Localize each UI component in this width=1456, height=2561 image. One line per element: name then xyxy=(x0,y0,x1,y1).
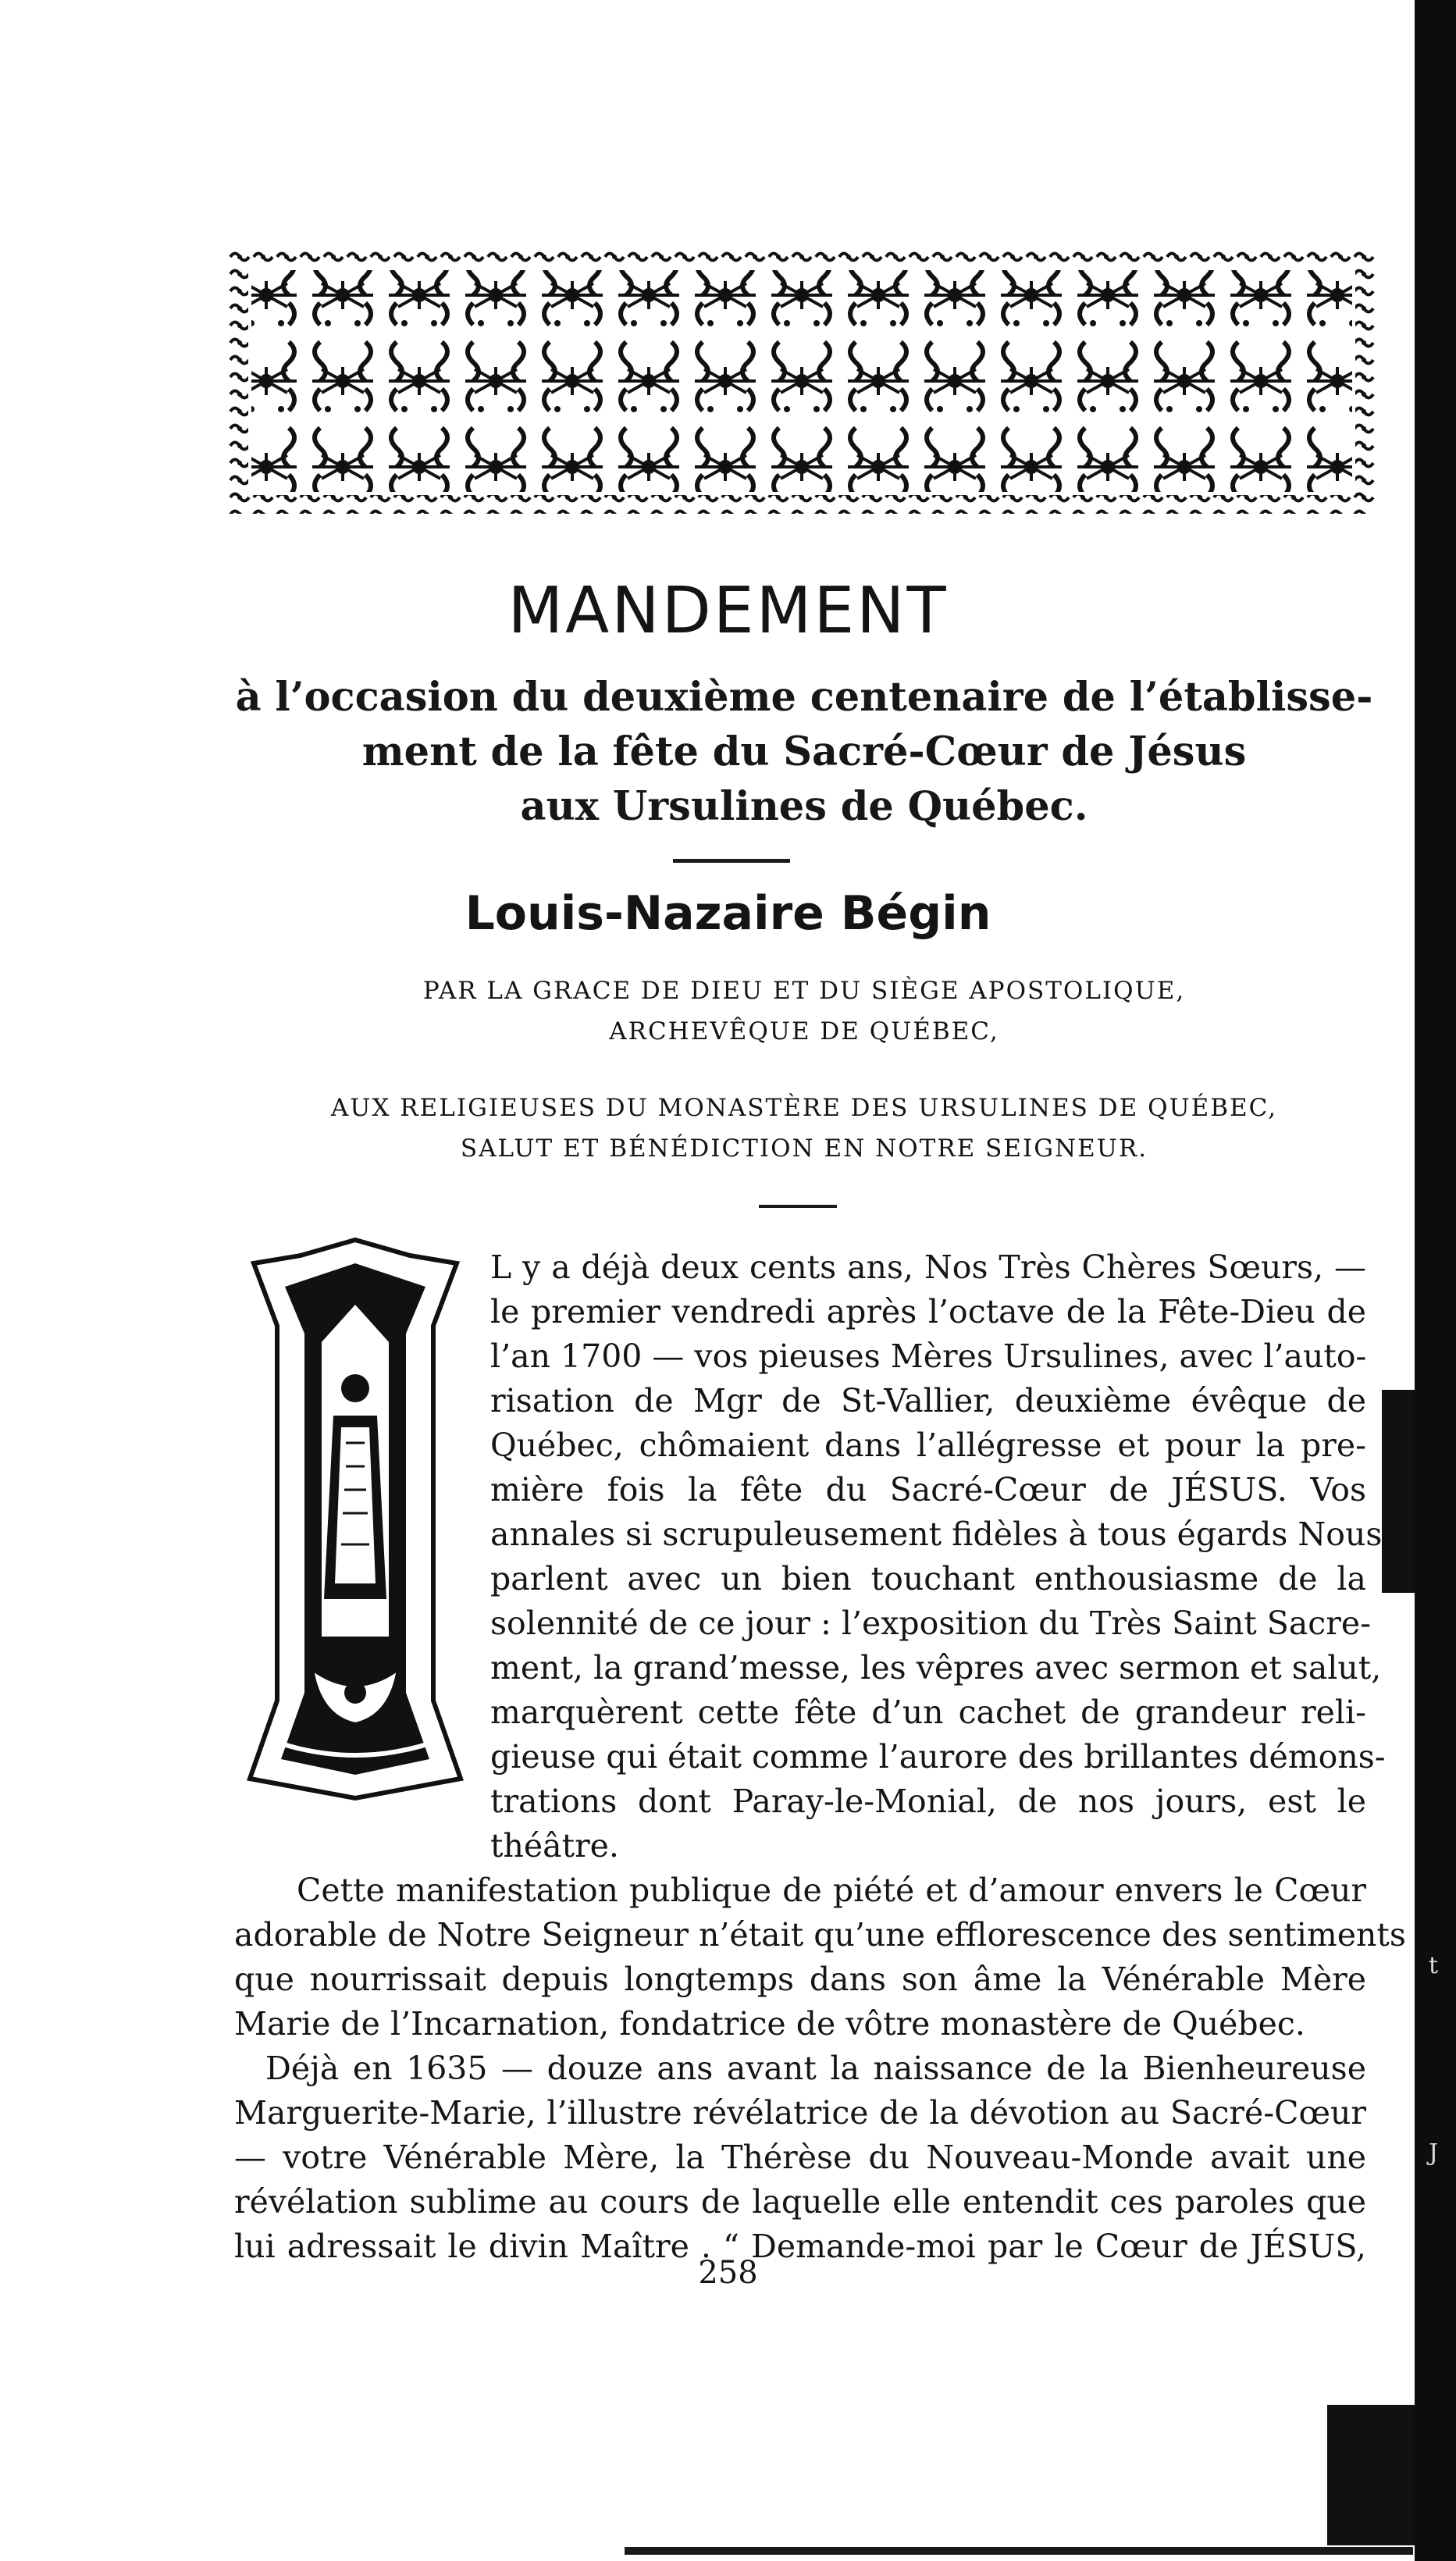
address-line-block xyxy=(234,1088,1374,1169)
paragraph-line: — votre Vénérable Mère, la Thérèse du Nouveau-Monde avait une xyxy=(234,2139,1366,2176)
paragraph-line: L y a déjà deux cents ans, Nos Très Chères Sœurs, — xyxy=(490,1248,1366,1286)
paragraph-line: ment, la grand’messe, les vêpres avec sermon et salut, xyxy=(490,1649,1382,1687)
paragraph-line: Marie de l’Incarnation, fondatrice de vôtre monastère de Québec. xyxy=(234,2005,1305,2043)
page-number: 258 xyxy=(698,2255,758,2291)
page-edge-shadow xyxy=(1415,0,1456,2561)
paragraph-line: solennité de ce jour : l’exposition du Très Saint Sacre- xyxy=(490,1605,1371,1642)
paragraph-line: révélation sublime au cours de laquelle elle entendit ces paroles que xyxy=(234,2183,1366,2221)
opening-paragraph xyxy=(490,1245,1386,1868)
third-paragraph xyxy=(234,2046,1366,2269)
paragraph-line: Cette manifestation publique de piété et d’amour envers le Cœur xyxy=(297,1872,1366,1909)
page-edge-shadow xyxy=(1382,1390,1415,1593)
author-name: Louis-Nazaire Bégin xyxy=(465,886,991,941)
paragraph-line: parlent avec un bien touchant enthousiasme de la xyxy=(490,1560,1366,1598)
page-edge-shadow xyxy=(1327,2405,1415,2545)
paragraph-line: le premier vendredi après l’octave de la Fête-Dieu de xyxy=(490,1293,1366,1330)
margin-mark: 7 xyxy=(1383,1718,1410,1765)
author-dignity xyxy=(234,971,1374,1052)
section-divider xyxy=(759,1205,837,1208)
paragraph-line: Marguerite-Marie, l’illustre révélatrice de la dévotion au Sacré-Cœur xyxy=(234,2094,1366,2132)
paragraph-line: trations dont Paray-le-Monial, de nos jours, est le xyxy=(490,1783,1366,1820)
ornamental-header-band xyxy=(228,248,1376,514)
subtitle-line: ment de la fête du Sacré-Cœur de Jésus xyxy=(361,728,1247,775)
paragraph-line: Déjà en 1635 — douze ans avant la naissance de la Bienheureuse xyxy=(265,2050,1366,2087)
dignity-line: ARCHEVÊQUE DE QUÉBEC, xyxy=(609,1017,999,1045)
paragraph-line: théâtre. xyxy=(490,1827,619,1865)
page-bottom-edge xyxy=(625,2547,1413,2555)
paragraph-line: marquèrent cette fête d’un cachet de grandeur reli- xyxy=(490,1694,1366,1731)
paragraph-line: gieuse qui était comme l’aurore des brillantes démons- xyxy=(490,1738,1386,1776)
subtitle-line: à l’occasion du deuxième centenaire de l’établisse- xyxy=(235,674,1373,721)
margin-mark: J xyxy=(1429,2139,1439,2167)
address-line: AUX RELIGIEUSES DU MONASTÈRE DES URSULINES DE QUÉBEC, xyxy=(330,1094,1278,1122)
paragraph-line: lui adressait le divin Maître . “ Demande-moi par le Cœur de JÉSUS, xyxy=(234,2228,1366,2265)
document-subtitle xyxy=(226,670,1382,834)
paragraph-line: annales si scrupuleusement fidèles à tous égards Nous xyxy=(490,1516,1383,1553)
paragraph-line: l’an 1700 — vos pieuses Mères Ursulines, avec l’auto- xyxy=(490,1337,1367,1375)
paragraph-line: adorable de Notre Seigneur n’était qu’une efflorescence des sentiments xyxy=(234,1916,1406,1954)
paragraph-line: Québec, chômaient dans l’allégresse et pour la pre- xyxy=(490,1427,1366,1464)
paragraph-line: mière fois la fête du Sacré-Cœur de JÉSUS. Vos xyxy=(490,1471,1366,1508)
decorated-initial-I xyxy=(238,1232,472,1802)
paragraph-line: risation de Mgr de St-Vallier, deuxième évêque de xyxy=(490,1382,1366,1419)
paragraph-line: que nourrissait depuis longtemps dans son âme la Vénérable Mère xyxy=(234,1961,1366,1998)
document-title: MANDEMENT xyxy=(507,574,949,648)
margin-mark: t xyxy=(1429,1952,1439,1979)
second-paragraph xyxy=(234,1868,1406,2046)
dignity-line: PAR LA GRACE DE DIEU ET DU SIÈGE APOSTOLIQUE, xyxy=(422,977,1186,1005)
subtitle-line: aux Ursulines de Québec. xyxy=(520,783,1088,830)
address-line: SALUT ET BÉNÉDICTION EN NOTRE SEIGNEUR. xyxy=(460,1134,1148,1163)
section-divider xyxy=(673,859,790,863)
